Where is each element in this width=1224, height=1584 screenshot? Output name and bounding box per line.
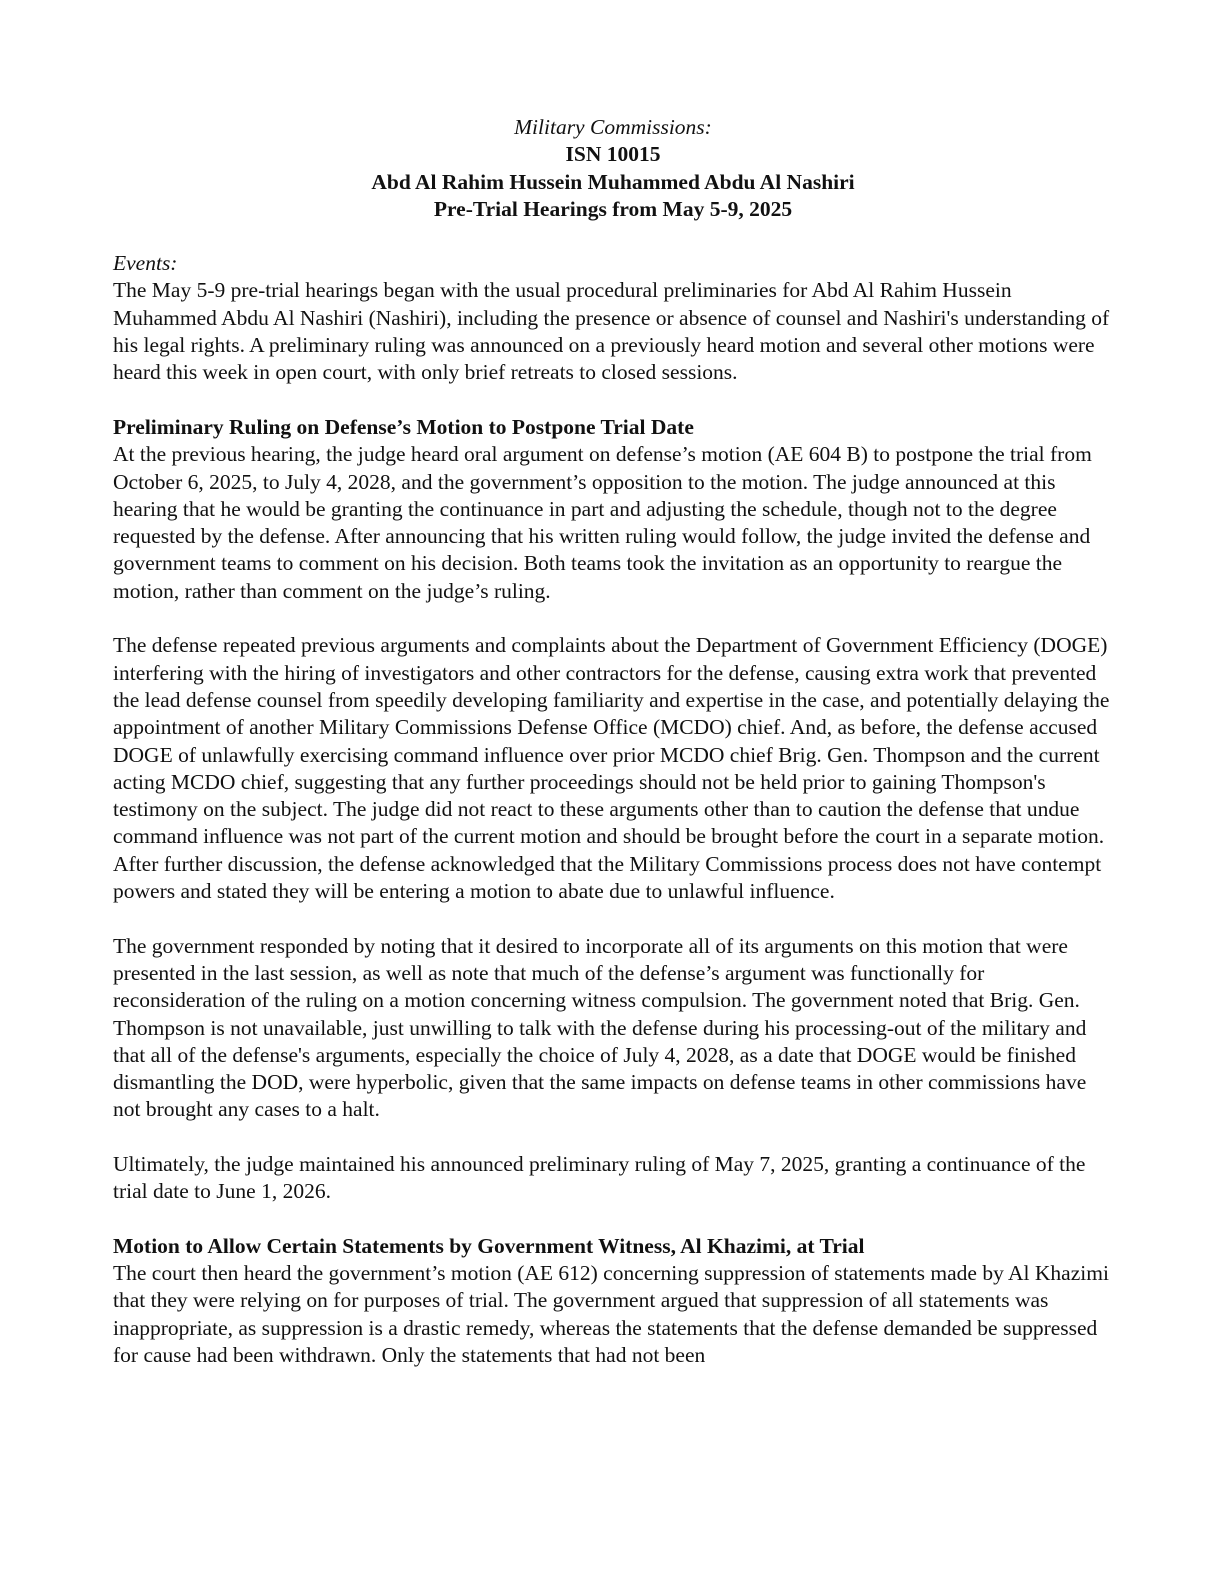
section-heading: Preliminary Ruling on Defense’s Motion to Postpone Trial Date [113,414,694,439]
document-header [113,114,1113,223]
header-commission-label: Military Commissions: [514,115,712,139]
paragraph: The defense repeated previous arguments and complaints about the Department of Government Efficiency (DOGE) interfering with the hiring of investigators and other contractors for the defense, causing extra work that prevented the lead defense counsel from speedily developing familiarity and expertise in the case, and potentially delaying the appointment of another Military Commissions Defense Office (MCDO) chief. And, as before, the defense accused DOGE of unlawfully exercising command influence over prior MCDO chief Brig. Gen. Thompson and the current acting MCDO chief, suggesting that any further proceedings should not be held prior to gaining Thompson's testimony on the subject. The judge did not react to these arguments other than to caution the defense that undue command influence was not part of the current motion and should be brought before the court in a separate motion. After further discussion, the defense acknowledged that the Military Commissions process does not have contempt powers and stated they will be entering a motion to abate due to unlawful influence. [113,633,1110,904]
section-heading: Motion to Allow Certain Statements by Government Witness, Al Khazimi, at Trial [113,1233,865,1258]
events-paragraph: The May 5-9 pre-trial hearings began with the usual procedural preliminaries for Abd Al Rahim Hussein Muhammed Abdu Al Nashiri (Nashiri), including the presence or absence of counsel and Nashiri's understanding of his legal rights. A preliminary ruling was announced on a previously heard motion and several other motions were heard this week in open court, with only brief retreats to closed sessions. [113,278,1110,385]
section-postpone-trial [113,414,1113,605]
header-detainee-name: Abd Al Rahim Hussein Muhammed Abdu Al Nashiri [371,169,855,194]
events-section [113,250,1113,386]
header-hearing-dates: Pre-Trial Hearings from May 5-9, 2025 [433,196,793,221]
document-page [113,114,1113,1397]
paragraph: Ultimately, the judge maintained his announced preliminary ruling of May 7, 2025, granting a continuance of the trial date to June 1, 2026. [113,1151,1086,1204]
section-al-khazimi-statements [113,1233,1113,1369]
events-label: Events: [113,251,178,276]
paragraph: The court then heard the government’s motion (AE 612) concerning suppression of statements made by Al Khazimi that they were relying on for purposes of trial. The government argued that suppression of all statements was inappropriate, as suppression is a drastic remedy, whereas the statements that the defense demanded be suppressed for cause had been withdrawn. Only the statements that had not been [113,1261,1109,1368]
header-isn: ISN 10015 [565,142,661,167]
paragraph: At the previous hearing, the judge heard oral argument on defense’s motion (AE 604 B) to postpone the trial from October 6, 2025, to July 4, 2028, and the government’s opposition to the motion. The judge announced at this hearing that he would be granting the continuance in part and adjusting the schedule, though not to the degree requested by the defense. After announcing that his written ruling would follow, the judge invited the defense and government teams to comment on his decision. Both teams took the invitation as an opportunity to reargue the motion, rather than comment on the judge’s ruling. [113,442,1092,603]
paragraph: The government responded by noting that it desired to incorporate all of its arguments on this motion that were presented in the last session, as well as note that much of the defense’s argument was functionally for reconsideration of the ruling on a motion concerning witness compulsion. The government noted that Brig. Gen. Thompson is not unavailable, just unwilling to talk with the defense during his processing-out of the military and that all of the defense's arguments, especially the choice of July 4, 2028, as a date that DOGE would be finished dismantling the DOD, were hyperbolic, given that the same impacts on defense teams in other commissions have not brought any cases to a halt. [113,933,1087,1122]
